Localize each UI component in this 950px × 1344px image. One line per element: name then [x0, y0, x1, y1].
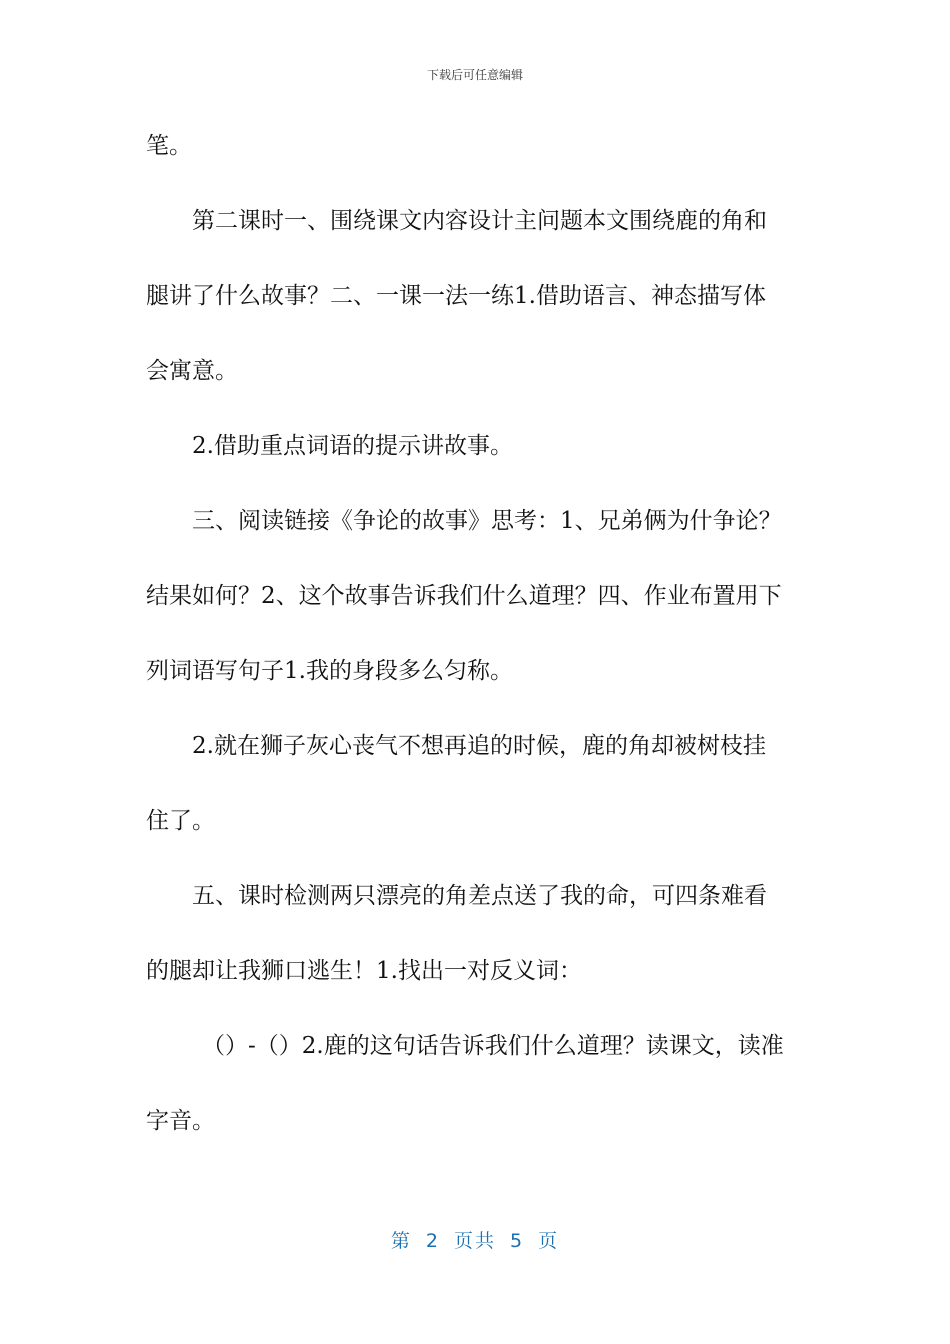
- text-line: 三、阅读链接《争论的故事》思考：1、兄弟俩为什争论？: [192, 508, 782, 534]
- page-number-footer: [0, 1226, 950, 1253]
- document-body: [146, 128, 806, 1178]
- footer-prefix: 第: [390, 1230, 412, 1252]
- footer-total-pages: 5: [510, 1230, 525, 1252]
- text-line: （）-（）2.鹿的这句话告诉我们什么道理？读课文，读准: [202, 1033, 784, 1059]
- footer-middle: 页共: [453, 1230, 496, 1252]
- footer-current-page: 2: [425, 1230, 440, 1252]
- text-line: 2.借助重点词语的提示讲故事。: [192, 433, 513, 459]
- text-line: 字音。: [146, 1108, 215, 1134]
- text-line: 的腿却让我狮口逃生！1.找出一对反义词：: [146, 958, 582, 984]
- page-header-note: 下载后可任意编辑: [426, 68, 523, 82]
- text-line: 笔。: [146, 133, 192, 159]
- footer-suffix: 页: [538, 1230, 560, 1252]
- text-line: 列词语写句子1.我的身段多么匀称。: [146, 658, 513, 684]
- text-line: 五、课时检测两只漂亮的角差点送了我的命，可四条难看: [192, 883, 767, 909]
- text-line: 会寓意。: [146, 358, 238, 384]
- text-line: 结果如何？2、这个故事告诉我们什么道理？四、作业布置用下: [146, 583, 782, 609]
- text-line: 第二课时一、围绕课文内容设计主问题本文围绕鹿的角和: [192, 208, 767, 234]
- text-line: 住了。: [146, 808, 215, 834]
- text-line: 2.就在狮子灰心丧气不想再追的时候，鹿的角却被树枝挂: [192, 733, 766, 759]
- text-line: 腿讲了什么故事？二、一课一法一练1.借助语言、神态描写体: [146, 283, 766, 309]
